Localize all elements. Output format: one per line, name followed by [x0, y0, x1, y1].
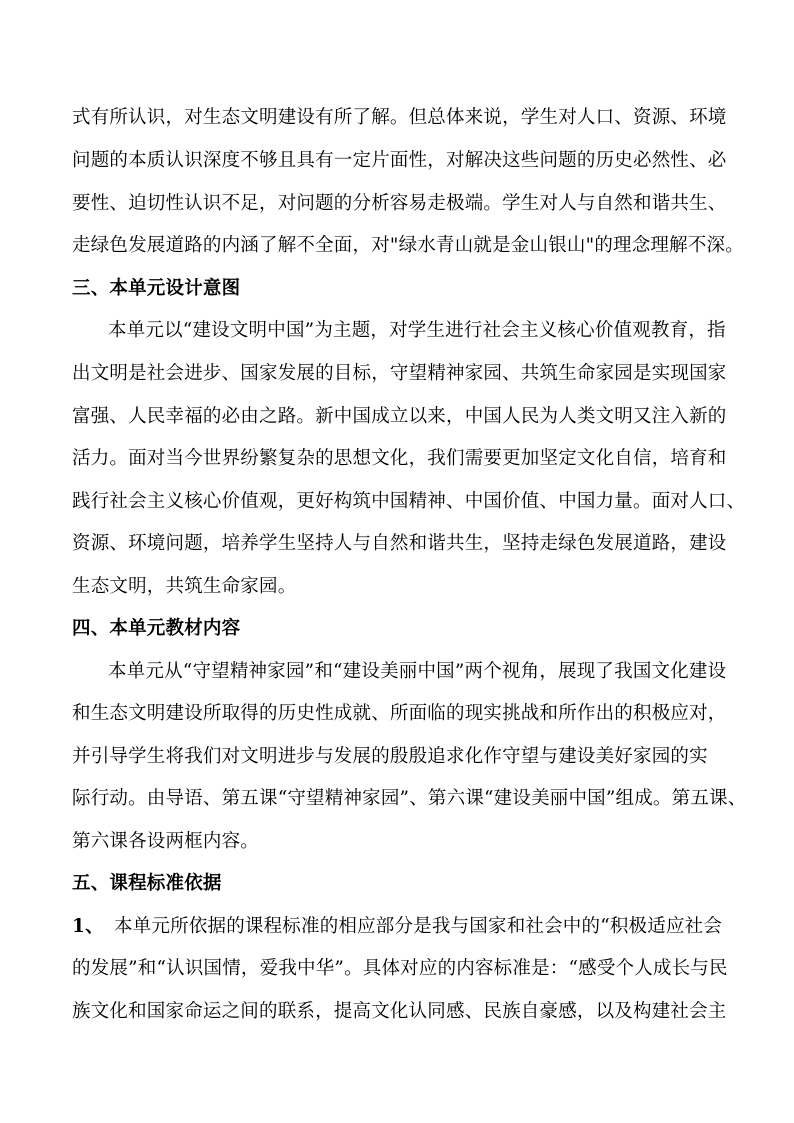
text-line: 本单元以“建设文明中国”为主题，对学生进行社会主义核心价值观教育，指 — [108, 320, 726, 341]
text-line: 要性、迫切性认识不足，对问题的分析容易走极端。学生对人与自然和谐共生、 — [72, 193, 727, 214]
text-line: 和生态文明建设所取得的历史性成就、所面临的现实挑战和所作出的积极应对， — [72, 703, 727, 724]
text-line: 富强、人民幸福的必由之路。新中国成立以来，中国人民为人类文明又注入新的 — [72, 406, 727, 427]
text-line: 出文明是社会进步、国家发展的目标，守望精神家园、共筑生命家园是实现国家 — [72, 363, 727, 384]
text-line: 并引导学生将我们对文明进步与发展的殷殷追求化作守望与建设美好家园的实 — [72, 746, 708, 767]
text-line: 族文化和国家命运之间的联系，提高文化认同感、民族自豪感，以及构建社会主 — [72, 1001, 727, 1022]
text-line: 活力。面对当今世界纷繁复杂的思想文化，我们需要更加坚定文化自信，培育和 — [72, 448, 727, 469]
text-line: 际行动。由导语、第五课“守望精神家园”、第六课“建设美丽中国”组成。第五课、 — [72, 788, 747, 809]
section-heading: 三、本单元设计意图 — [72, 278, 241, 299]
text-line: 生态文明，共筑生命家园。 — [72, 576, 297, 597]
text-line: 的发展”和“认识国情，爱我中华”。具体对应的内容标准是：“感受个人成长与民 — [72, 958, 728, 979]
text-line: 问题的本质认识深度不够且具有一定片面性，对解决这些问题的历史必然性、必 — [72, 150, 727, 171]
text-line: 本单元所依据的课程标准的相应部分是我与国家和社会中的“积极适应社会 — [114, 916, 723, 937]
section-heading: 四、本单元教材内容 — [72, 618, 241, 639]
list-number: 1、 — [72, 916, 104, 937]
list-item — [72, 915, 732, 939]
text-line: 走绿色发展道路的内涵了解不全面，对"绿水青山就是金山银山"的理念理解不深。 — [72, 235, 744, 256]
section-heading: 五、课程标准依据 — [72, 873, 222, 894]
text-line: 资源、环境问题，培养学生坚持人与自然和谐共生，坚持走绿色发展道路，建设 — [72, 533, 727, 554]
text-line: 践行社会主义核心价值观，更好构筑中国精神、中国价值、中国力量。面对人口、 — [72, 491, 746, 512]
text-line: 本单元从“守望精神家园”和“建设美丽中国”两个视角，展现了我国文化建设 — [108, 661, 727, 682]
text-line: 式有所认识，对生态文明建设有所了解。但总体来说，学生对人口、资源、环境 — [72, 107, 727, 128]
text-line: 第六课各设两框内容。 — [72, 831, 260, 852]
